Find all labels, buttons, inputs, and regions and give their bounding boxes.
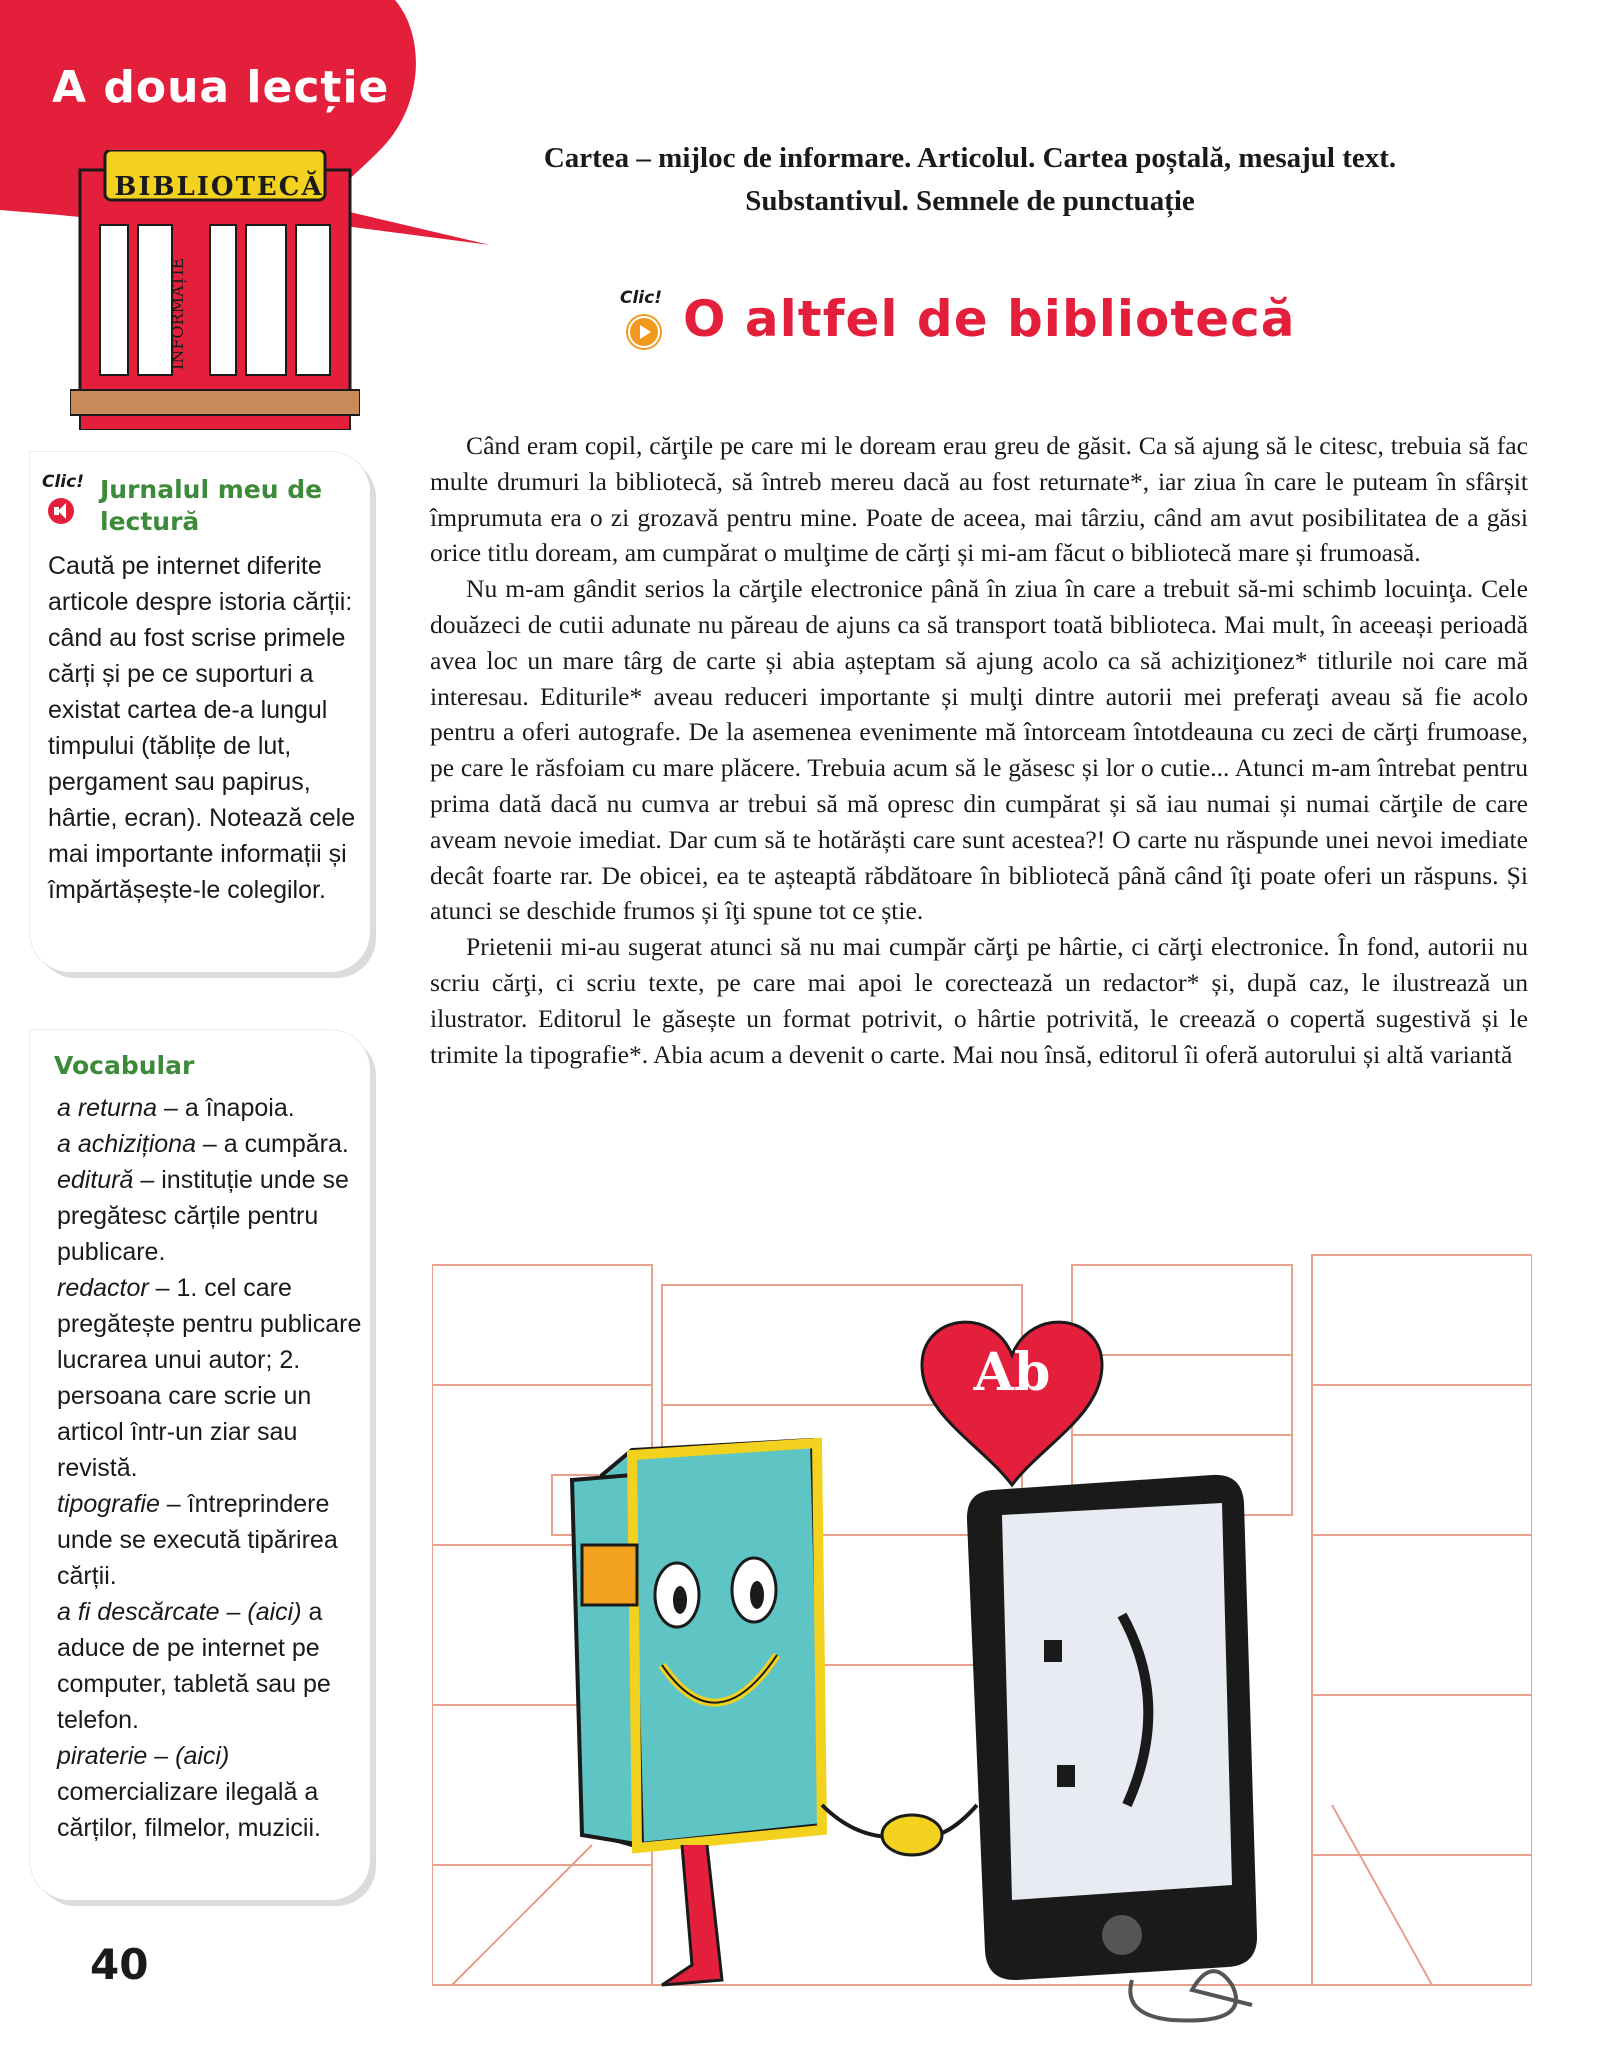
vocabulary-entry <box>57 1486 367 1594</box>
vocabulary-definition: – 1. cel care pregătește pentru publicare lucrarea unui autor; 2. persoana care scrie un articol într-un ziar sau revistă. <box>57 1274 362 1482</box>
subtitle-line: Substantivul. Semnele de punctuație <box>745 185 1195 217</box>
vocabulary-term: piraterie – (aici) <box>57 1742 230 1770</box>
vocabulary-definition: comercializare ilegală a cărților, filmelor, muzicii. <box>57 1778 321 1842</box>
article-heading: O altfel de bibliotecă <box>683 290 1296 348</box>
vocabulary-term: a fi descărcate – (aici) <box>57 1598 302 1626</box>
vocabulary-entry <box>57 1090 367 1126</box>
vocabulary-definition: – întreprindere unde se execută tipărirea cărții. <box>57 1490 338 1590</box>
page-number: 40 <box>90 1940 149 1989</box>
library-sign: BIBLIOTECĂ <box>114 172 324 202</box>
speaker-icon[interactable] <box>48 498 74 524</box>
vocabulary-term: a achiziționa <box>57 1130 196 1158</box>
journal-text: Caută pe internet diferite articole despre istoria cărții: când au fost scrise primele cărți și pe ce suporturi a existat cartea de-a lungul timpului (tăblițe de lut, pergament sau papirus, hârtie, ecran). Notează cele mai importante informații și împărtășește-le colegilor. <box>48 552 356 904</box>
article-body <box>430 428 1528 1072</box>
vocabulary-entry <box>57 1126 367 1162</box>
clic-label: Clic! <box>620 288 662 308</box>
vocabulary-list <box>57 1090 367 1846</box>
vocabulary-title: Vocabular <box>54 1051 195 1080</box>
book-character-icon <box>572 1440 822 1985</box>
subtitle-line: Cartea – mijloc de informare. Articolul. Cartea poștală, mesajul text. <box>543 142 1397 174</box>
clic-label: Clic! <box>42 472 84 492</box>
heart-letters: Ab <box>973 1342 1051 1403</box>
article-paragraph: Nu m-am gândit serios la cărţile electronice până în ziua în care a trebuit să-mi schimb locuinţa. Cele douăzeci de cutii adunate nu păreau de ajuns ca să transport toată biblioteca. Mai mult, în aceeași perioadă avea loc un mare târg de carte și abia așteptam să ajung acolo ca să achiziţionez* titlurile noi care mă interesau. Editurile* aveau reduceri importante și mulţi dintre autorii mei preferaţi aveau să fie acolo pentru a oferi autografe. De la asemenea evenimente mă întorceam întotdeauna cu zeci de cărţi frumoase, pe care le răsfoiam cu mare plăcere. Trebuia acum să le găsesc și lor o cutie... Atunci m-am întrebat pentru prima dată dacă nu cumva ar trebui să mă opresc din cumpărat și să iau numai și numai cărţile de care aveam nevoie imediat. Dar cum să te hotărăști care sunt acestea?! O carte nu răspunde unei nevoi imediate decât foarte rar. De obicei, ea te așteaptă răbdătoare în bibliotecă până când îţi poate oferi un răspuns. Și atunci se deschide frumos și îţi spune tot ce știe. <box>430 574 1528 926</box>
vocabulary-term: a returna <box>57 1094 158 1122</box>
vocabulary-definition: – a cumpăra. <box>195 1130 349 1158</box>
vocabulary-term: redactor <box>57 1274 149 1302</box>
tablet-character-icon <box>967 1475 1257 2021</box>
lesson-label: A doua lecție <box>52 62 390 113</box>
vocabulary-entry <box>57 1270 367 1486</box>
lesson-subtitle <box>430 137 1510 223</box>
vocabulary-term: editură <box>57 1166 134 1194</box>
book-and-tablet-illustration <box>432 1245 1532 2035</box>
article-paragraph: Prietenii mi-au sugerat atunci să nu mai cumpăr cărţi pe hârtie, ci cărţi electronice. În fond, autorii nu scriu cărţi, ci scriu texte, pe care mai apoi le corectează un redactor* și, după caz, le ilustrează un ilustrator. Editorul le găsește un format potrivit, o hârtie potrivită, le creează o copertă sugestivă și le trimite la tipografie*. Abia acum a devenit o carte. Mai nou însă, editorul îi oferă autorului și altă variantă <box>430 932 1528 1069</box>
play-icon[interactable] <box>628 316 660 348</box>
article-paragraph: Când eram copil, cărţile pe care mi le doream erau greu de găsit. Ca să ajung să le citesc, trebuia să fac multe drumuri la bibliotecă, să întreb mereu dacă au fost returnate*, iar ziua în care le puteam în sfârșit împrumuta era o zi grozavă pentru mine. Poate de aceea, mai târziu, când am avut posibilitatea de a găsi orice titlu doream, am cumpărat o mulţime de cărţi și mi-am făcut o bibliotecă mare și frumoasă. <box>430 431 1528 568</box>
vocabulary-box <box>30 1030 370 1900</box>
vocabulary-entry <box>57 1594 367 1738</box>
vocabulary-definition: – instituție unde se pregătesc cărțile pentru publicare. <box>57 1166 349 1266</box>
vocabulary-term: tipografie <box>57 1490 160 1518</box>
reading-journal-box <box>30 452 370 972</box>
vocabulary-definition: a aduce de pe internet pe computer, tabletă sau pe telefon. <box>57 1598 331 1734</box>
handshake-icon <box>822 1805 977 1855</box>
library-info-label: INFORMAȚIE <box>168 257 187 370</box>
journal-title: Jurnalul meu de lectură <box>100 475 323 536</box>
vocabulary-entry <box>57 1738 367 1846</box>
vocabulary-entry <box>57 1162 367 1270</box>
vocabulary-definition: – a înapoia. <box>157 1094 295 1122</box>
